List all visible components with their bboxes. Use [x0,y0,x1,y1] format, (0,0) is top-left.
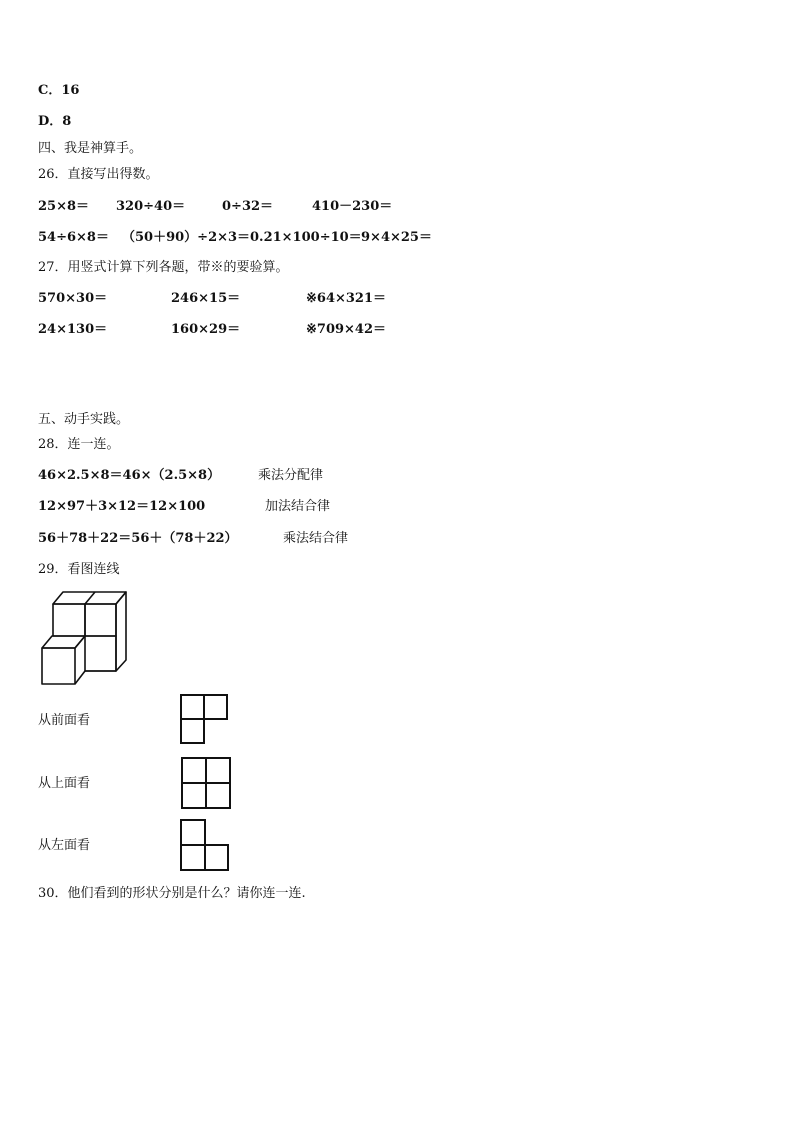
view-front-shape[interactable] [180,694,230,746]
q27-prompt: 27．用竖式计算下列各题，带※的要验算。 [38,260,289,275]
q27-r2-c3: ※709×42＝ [306,322,387,337]
view-top-shape[interactable] [180,756,232,810]
q26-r1-c3: 0÷32＝ [222,199,274,214]
q28-expr-1: 46×2.5×8＝46×（2.5×8） [38,468,221,483]
choice-d: D．8 [38,114,72,129]
q26-r2-c3: 0.21×100÷10＝ [250,230,362,245]
q27-r2-c2: 160×29＝ [171,322,241,337]
cube-stack-figure [38,588,138,688]
q28-law-2: 加法结合律 [265,499,331,514]
q27-r1-c2: 246×15＝ [171,291,241,306]
q29-prompt: 29．看图连线 [38,562,120,577]
section5-heading: 五、动手实践。 [38,412,130,427]
view-label-top: 从上面看 [38,776,91,791]
q26-r1-c4: 410－230＝ [312,199,393,214]
q26-prompt: 26．直接写出得数。 [38,167,159,182]
q30-prompt: 30．他们看到的形状分别是什么？请你连一连. [38,886,306,901]
view-label-front: 从前面看 [38,713,91,728]
q26-r1-c2: 320÷40＝ [116,199,186,214]
q28-law-1: 乘法分配律 [258,468,324,483]
view-left-shape[interactable] [180,819,230,873]
q28-expr-2: 12×97＋3×12＝12×100 [38,499,206,514]
q27-r1-c3: ※64×321＝ [306,291,387,306]
choice-c: C．16 [38,83,80,98]
q26-r2-c1: 54÷6×8＝ [38,230,109,245]
q26-r2-c2: （50＋90）÷2×3＝ [122,230,251,245]
q26-r1-c1: 25×8＝ [38,199,90,214]
q28-prompt: 28．连一连。 [38,437,120,452]
q27-r1-c1: 570×30＝ [38,291,108,306]
q28-law-3: 乘法结合律 [283,531,349,546]
q26-r2-c4: 9×4×25＝ [361,230,432,245]
section4-heading: 四、我是神算手。 [38,141,143,156]
q28-expr-3: 56＋78＋22＝56＋（78＋22） [38,531,238,546]
view-label-left: 从左面看 [38,838,91,853]
q27-r2-c1: 24×130＝ [38,322,108,337]
